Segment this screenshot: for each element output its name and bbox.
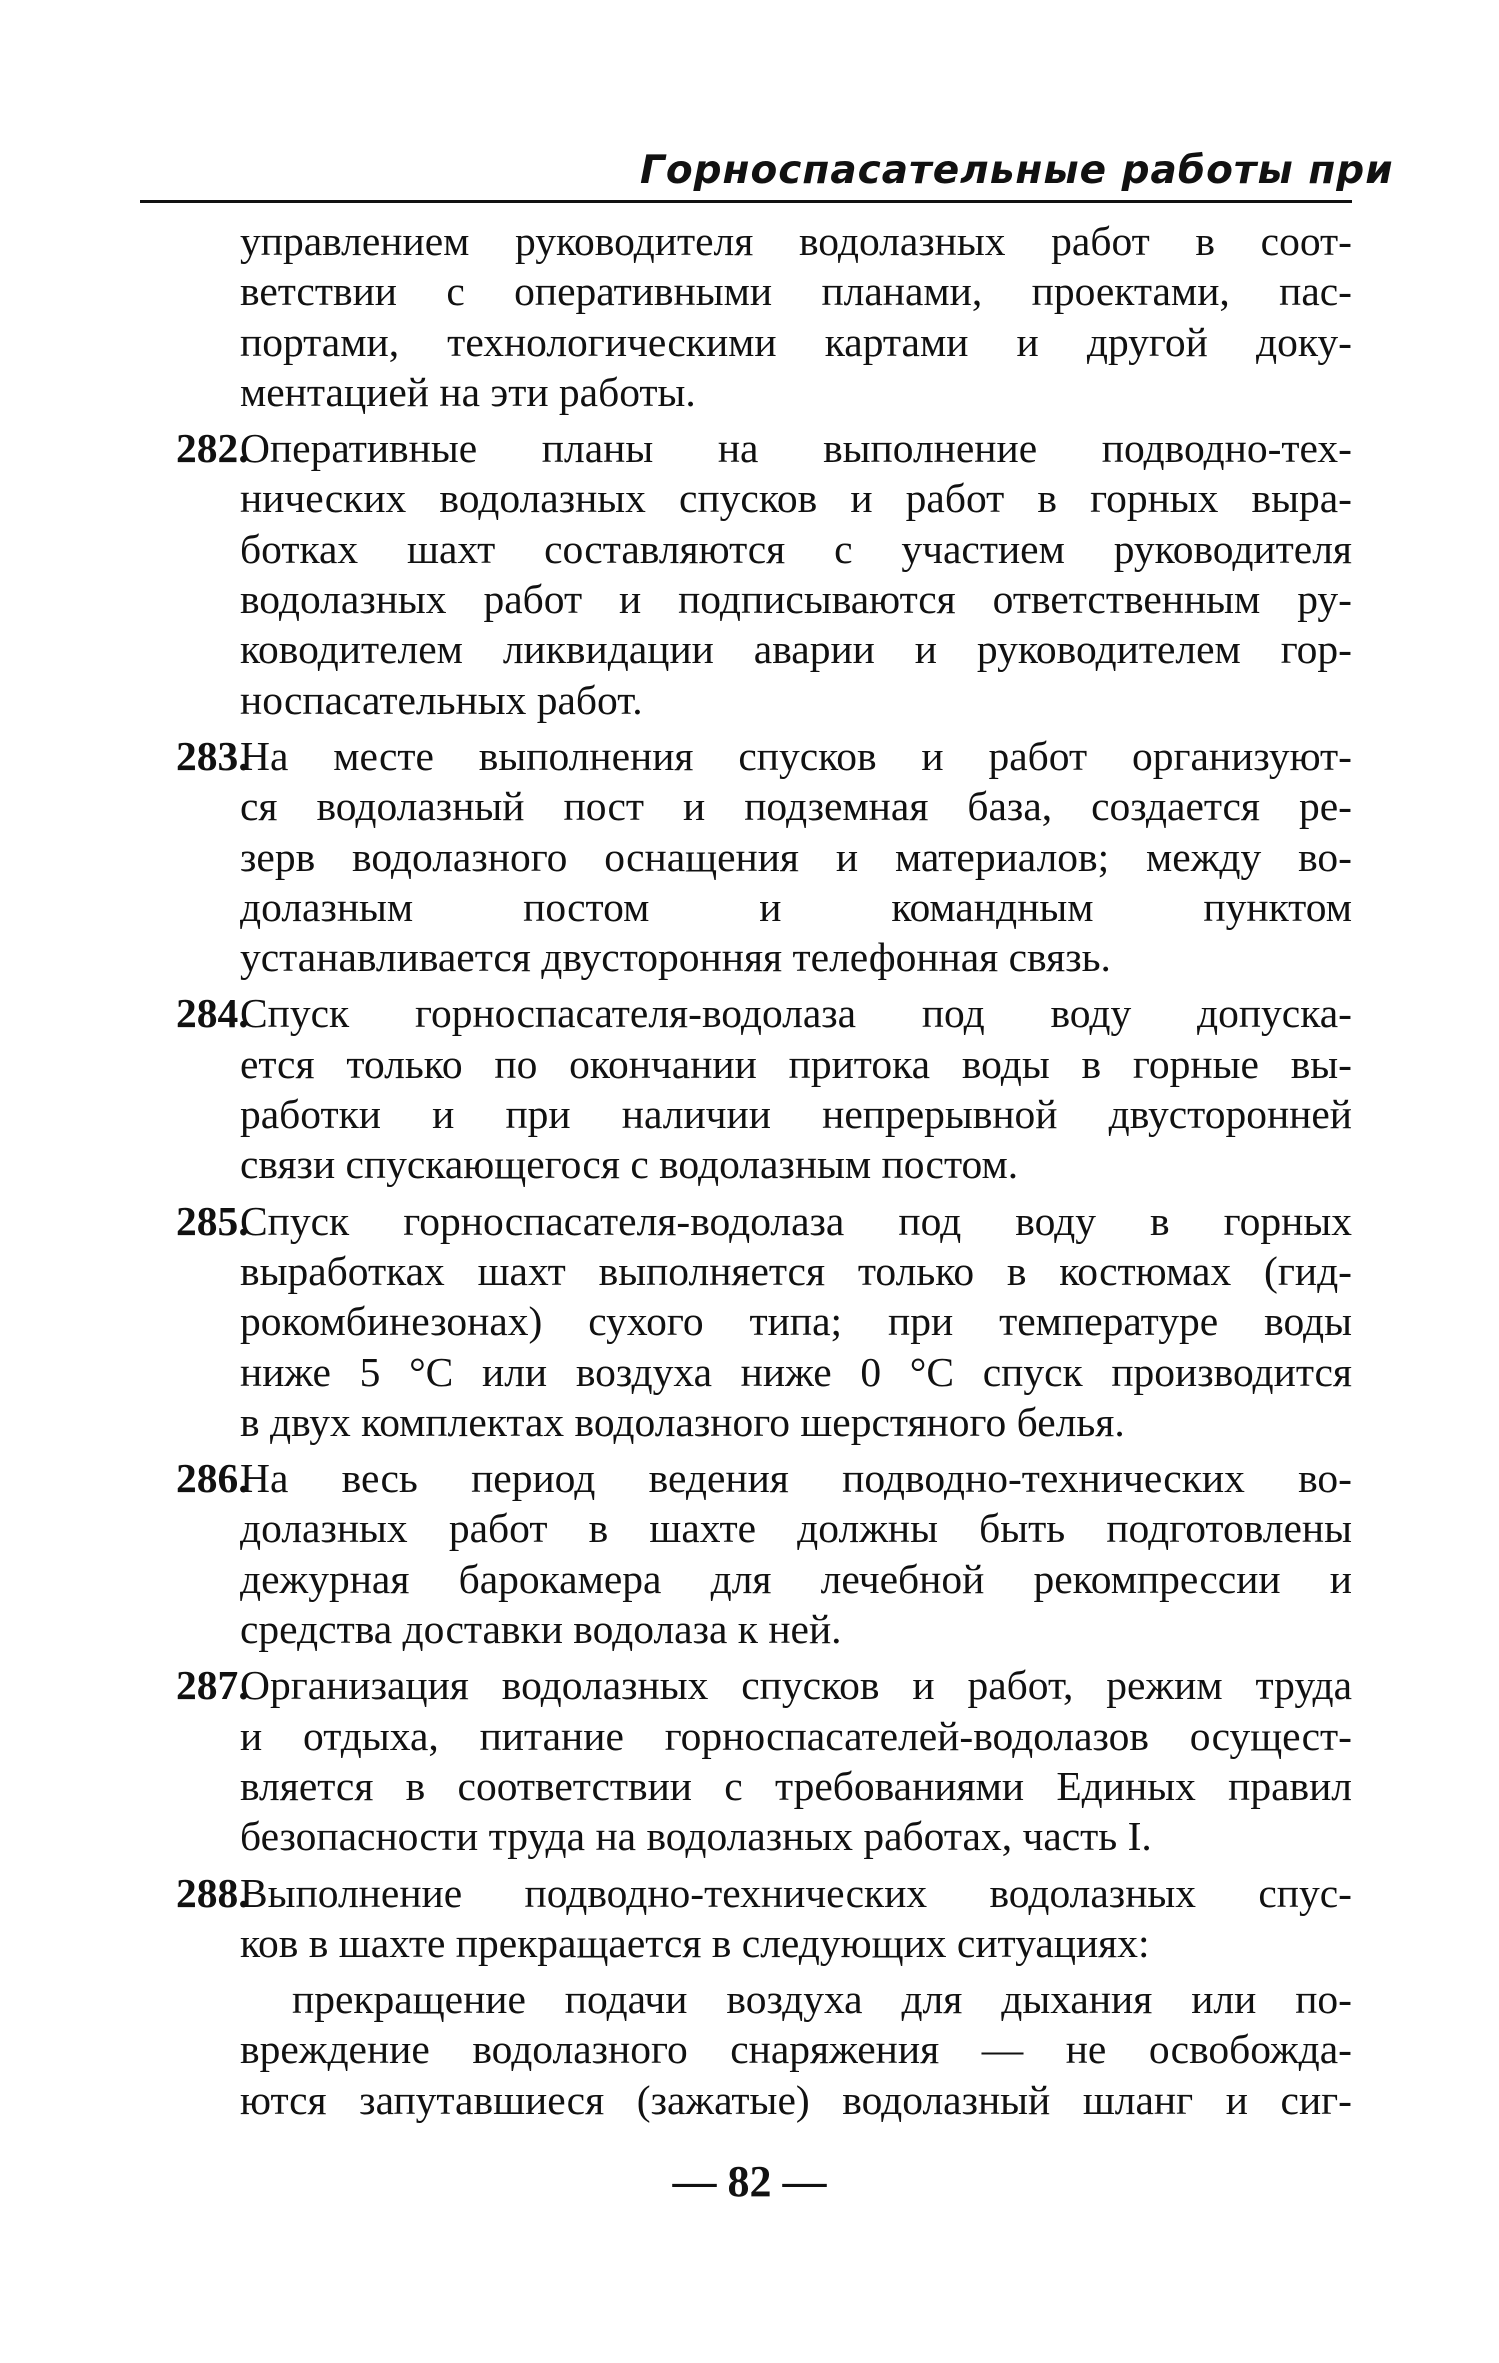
text-line: Спуск горноспасателя-водолаза под воду в горных [240,1197,1352,1244]
text-line: носпасательных работ. [240,676,643,723]
rule-item-283 [176,731,1352,982]
text-line: вляется в соответствии с требованиями Единых правил [240,1762,1352,1809]
item-number: 282. [176,425,249,472]
item-number: 288. [176,1869,249,1916]
page-body [176,216,1352,2131]
text-line: ются запутавшиеся (зажатые) водолазный шланг и сиг- [240,2076,1352,2123]
item-number: 283. [176,732,249,779]
text-line: долазных работ в шахте должны быть подготовлены [240,1505,1352,1552]
item-number: 285. [176,1197,249,1244]
text-line: ководителем ликвидации аварии и руководителем гор- [240,626,1352,673]
text-line: Выполнение подводно-технических водолазных спус- [240,1869,1352,1916]
text-line: безопасности труда на водолазных работах, часть I. [240,1813,1152,1860]
running-head-title: Горноспасательные работы при [640,148,1394,193]
header-rule [140,200,1352,203]
text-line: водолазных работ и подписываются ответственным ру- [240,576,1352,623]
text-line: На весь период ведения подводно-технических во- [240,1455,1352,1502]
item-number: 284. [176,990,249,1037]
text-line: ниже 5 °С или воздуха ниже 0 °С спуск производится [240,1348,1352,1395]
text-line: ботках шахт составляются с участием руководителя [240,525,1352,572]
text-line: прекращение подачи воздуха для дыхания или по- [292,1976,1352,2023]
text-line: выработках шахт выполняется только в костюмах (гид- [240,1247,1352,1294]
text-line: в двух комплектах водолазного шерстяного белья. [240,1398,1125,1445]
text-line: ся водолазный пост и подземная база, создается ре- [240,783,1352,830]
intro-paragraph [240,216,1352,417]
text-line: зерв водолазного оснащения и материалов; между во- [240,833,1352,880]
text-line: рокомбинезонах) сухого типа; при температуре воды [240,1298,1352,1345]
rule-item-282 [176,423,1352,725]
rule-item-284 [176,988,1352,1189]
text-line: ется только по окончании притока воды в горные вы- [240,1040,1352,1087]
text-line: Оперативные планы на выполнение подводно-тех- [240,425,1352,472]
text-line: связи спускающегося с водолазным постом. [240,1141,1019,1188]
text-line: дежурная барокамера для лечебной рекомпрессии и [240,1555,1352,1602]
text-line: долазным постом и командным пунктом [240,883,1352,930]
text-line: средства доставки водолаза к ней. [240,1606,842,1653]
text-line: устанавливается двусторонняя телефонная связь. [240,934,1111,981]
text-line: вреждение водолазного снаряжения — не освобожда- [240,2026,1352,2073]
text-line: ветствии с оперативными планами, проектами, пас- [240,268,1352,315]
text-line: работки и при наличии непрерывной двусторонней [240,1091,1352,1138]
text-line: Спуск горноспасателя-водолаза под воду допуска- [240,990,1352,1037]
text-line: ментацией на эти работы. [240,368,696,415]
text-line: нических водолазных спусков и работ в горных выра- [240,475,1352,522]
text-line: портами, технологическими картами и другой доку- [240,318,1352,365]
text-line: Организация водолазных спусков и работ, режим труда [240,1662,1352,1709]
page-number: — 82 — [672,2157,827,2206]
rule-item-287 [176,1660,1352,1861]
text-line: На месте выполнения спусков и работ организуют- [240,732,1352,779]
rule-item-285 [176,1196,1352,1447]
text-line: и отдыха, питание горноспасателей-водолазов осущест- [240,1712,1352,1759]
final-paragraph [240,1974,1352,2125]
item-number: 286. [176,1455,249,1502]
text-line: ков в шахте прекращается в следующих ситуациях: [240,1919,1150,1966]
text-line: управлением руководителя водолазных работ в соот- [240,218,1352,264]
item-number: 287. [176,1662,249,1709]
rule-item-288 [176,1868,1352,1969]
rule-item-286 [176,1453,1352,1654]
